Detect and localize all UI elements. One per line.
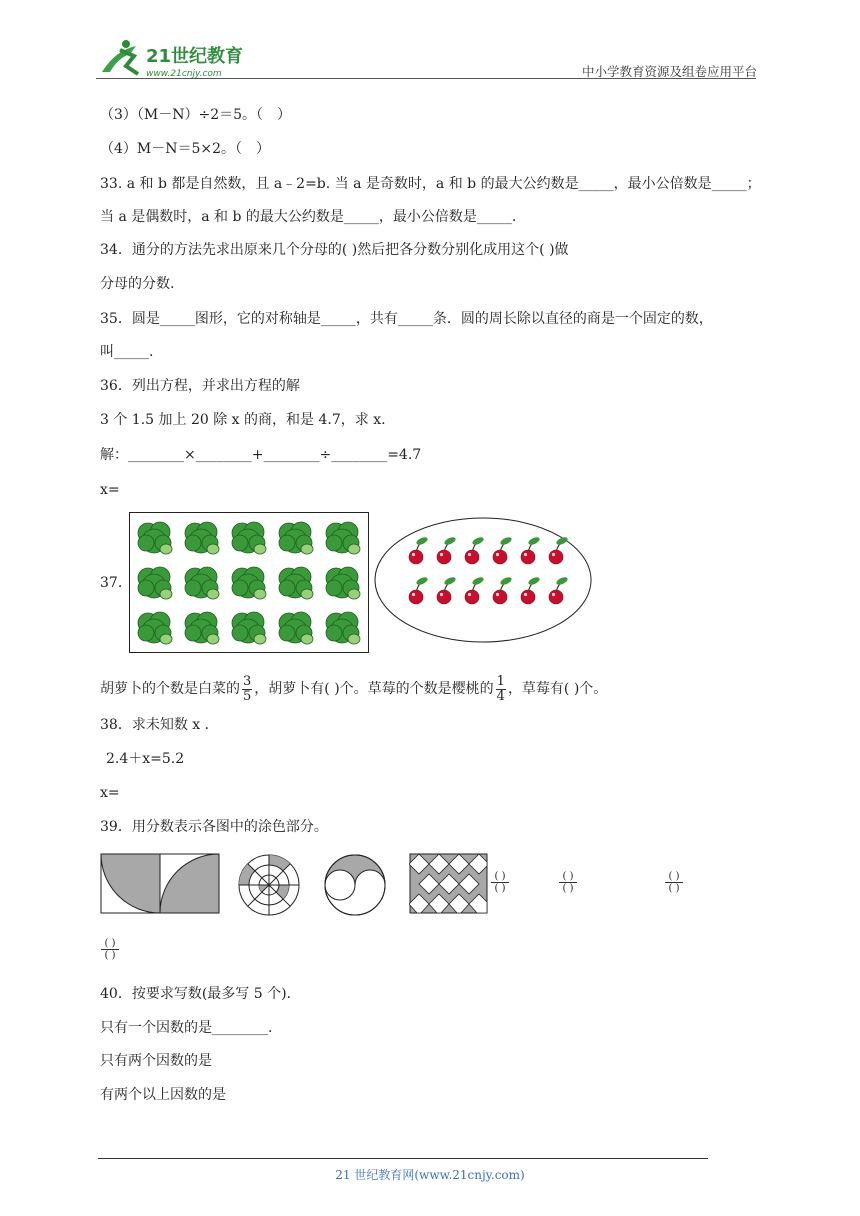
cherry-icon bbox=[521, 576, 541, 604]
fraction-blank-denominator: ( ) bbox=[668, 883, 680, 894]
fraction-blank-4 bbox=[101, 938, 119, 961]
fraction-blank-denominator: ( ) bbox=[562, 883, 574, 894]
fraction-blank-2 bbox=[559, 871, 577, 894]
cabbage-icon bbox=[138, 522, 172, 554]
fraction-denominator: 5 bbox=[243, 688, 252, 704]
cabbage-icon bbox=[185, 612, 219, 644]
cherry-icon bbox=[465, 536, 485, 564]
cherry-icon bbox=[465, 576, 485, 604]
fraction-blank-numerator: ( ) bbox=[101, 938, 119, 950]
q33-line-2: 当 a 是偶数时，a 和 b 的最大公约数是_____，最小公倍数是_____. bbox=[100, 209, 517, 225]
q40-line-1: 只有一个因数的是________. bbox=[100, 1020, 273, 1036]
q35-line-2: 叫_____. bbox=[100, 344, 154, 360]
q37-text-3: ，草莓有( )个。 bbox=[507, 681, 608, 697]
q34-line-1: 34．通分的方法先求出原来几个分母的( )然后把各分数分别化成用这个( )做 bbox=[100, 242, 569, 258]
cabbage-icon bbox=[279, 522, 313, 554]
cabbage-icon bbox=[232, 567, 266, 599]
cabbage-icon bbox=[326, 567, 360, 599]
q40-line-2: 只有两个因数的是 bbox=[100, 1053, 212, 1069]
q40-line-3: 有两个以上因数的是 bbox=[100, 1087, 226, 1103]
site-logo bbox=[96, 36, 256, 80]
q36-answer: x= bbox=[100, 482, 120, 498]
figure-quarter-circles bbox=[100, 853, 220, 915]
q37-question bbox=[100, 672, 607, 706]
fraction-blank-numerator: ( ) bbox=[665, 871, 683, 883]
fraction-blank-numerator: ( ) bbox=[491, 871, 509, 883]
q37-number: 37. bbox=[100, 575, 123, 591]
q33-line-1: 33. a 和 b 都是自然数，且 a﹣2=b. 当 a 是奇数时，a 和 b 的最大公约数是_____，最小公倍数是_____； bbox=[100, 176, 761, 192]
q36-statement: 3 个 1.5 加上 20 除 x 的商，和是 4.7，求 x. bbox=[100, 412, 386, 428]
fraction-three-fifths bbox=[242, 675, 252, 704]
cherry-icon bbox=[493, 536, 513, 564]
q32-item-4: （4）M－N＝5×2。（ ） bbox=[100, 141, 271, 157]
q36-title: 36．列出方程，并求出方程的解 bbox=[100, 378, 300, 394]
fraction-numerator: 1 bbox=[496, 673, 505, 689]
fraction-numerator: 3 bbox=[243, 673, 252, 689]
cabbage-icon bbox=[232, 522, 266, 554]
cherry-oval bbox=[374, 517, 592, 644]
cherry-icon bbox=[437, 536, 457, 564]
q39-title: 39．用分数表示各图中的涂色部分。 bbox=[100, 819, 328, 835]
cabbage-icon bbox=[326, 612, 360, 644]
logo-url: www.21cnjy.com bbox=[146, 69, 222, 79]
cherry-icon bbox=[493, 576, 513, 604]
cherry-icon bbox=[409, 536, 429, 564]
cherry-group bbox=[374, 517, 592, 644]
q40-title: 40．按要求写数(最多写 5 个). bbox=[100, 986, 291, 1002]
cabbage-icon bbox=[138, 612, 172, 644]
cabbage-icon bbox=[232, 612, 266, 644]
cherry-icon bbox=[549, 576, 569, 604]
cabbage-icon bbox=[185, 567, 219, 599]
q32-item-3: （3）（M－N）÷2＝5。（ ） bbox=[100, 107, 292, 123]
footer-divider bbox=[98, 1158, 708, 1159]
fraction-denominator: 4 bbox=[496, 688, 505, 704]
figure-diamond-grid bbox=[409, 853, 489, 915]
logo-text: 21世纪教育 bbox=[146, 46, 244, 67]
header-divider bbox=[96, 78, 756, 79]
q38-title: 38．求未知数 x ． bbox=[100, 717, 219, 733]
cherry-icon bbox=[409, 576, 429, 604]
cabbage-icon bbox=[138, 567, 172, 599]
fraction-one-quarter bbox=[496, 675, 506, 704]
cherry-icon bbox=[437, 576, 457, 604]
cherry-icon bbox=[549, 536, 569, 564]
figure-yin-yang-circle bbox=[323, 853, 387, 917]
q37-text-1: 胡萝卜的个数是白菜的 bbox=[100, 681, 240, 697]
q34-line-2: 分母的分数. bbox=[100, 276, 175, 292]
cabbage-box bbox=[129, 512, 369, 653]
header-platform-text: 中小学教育资源及组卷应用平台 bbox=[581, 64, 757, 79]
figure-concentric-circles bbox=[237, 853, 301, 917]
cabbage-icon bbox=[279, 612, 313, 644]
cabbage-icon bbox=[185, 522, 219, 554]
footer-link[interactable]: 21 世纪教育网(www.21cnjy.com) bbox=[335, 1168, 525, 1182]
fraction-blank-denominator: ( ) bbox=[494, 883, 506, 894]
cabbage-grid bbox=[130, 513, 368, 652]
cherry-icon bbox=[521, 536, 541, 564]
fraction-blank-numerator: ( ) bbox=[559, 871, 577, 883]
cabbage-icon bbox=[326, 522, 360, 554]
q36-equation: 解：________×________+________÷________=4.7 bbox=[100, 447, 422, 463]
fraction-blank-3 bbox=[665, 871, 683, 894]
fraction-blank-1 bbox=[491, 871, 509, 894]
q37-text-2: ，胡萝卜有( )个。草莓的个数是樱桃的 bbox=[254, 681, 494, 697]
fraction-blank-denominator: ( ) bbox=[104, 950, 116, 961]
q38-answer: x= bbox=[100, 785, 120, 801]
q35-line-1: 35．圆是_____图形，它的对称轴是_____，共有_____条．圆的周长除以直径的商是一个固定的数， bbox=[100, 311, 713, 327]
q38-equation: 2.4＋x=5.2 bbox=[106, 751, 185, 767]
cabbage-icon bbox=[279, 567, 313, 599]
